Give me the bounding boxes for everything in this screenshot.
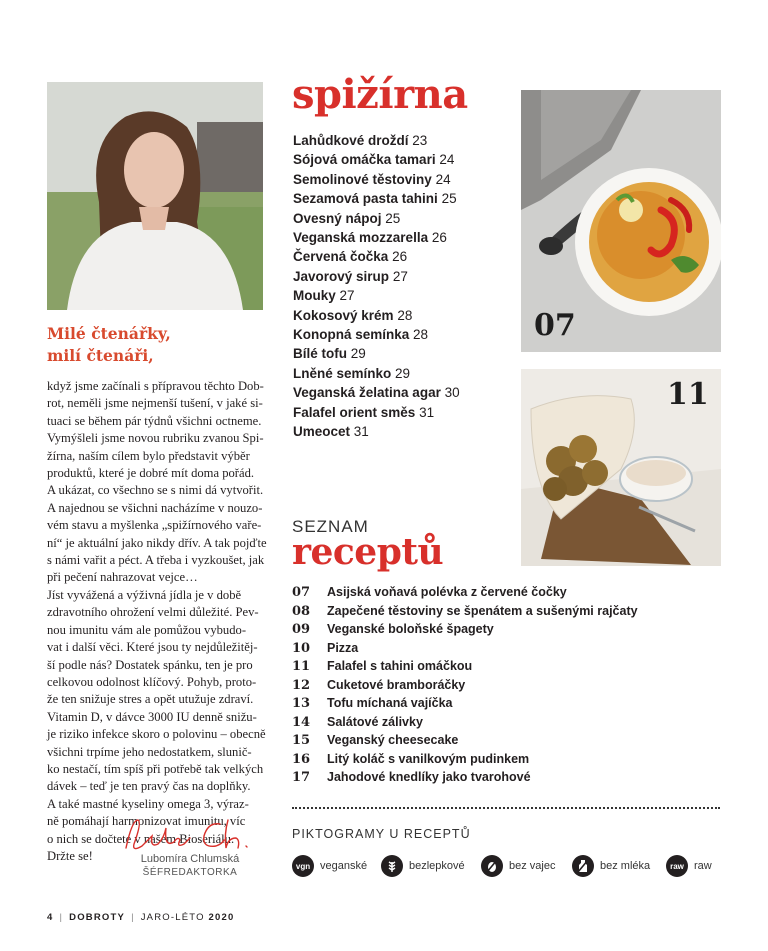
pantry-item	[293, 383, 460, 402]
letter-line: rot, neměli jsme nejmenší tušení, v jaké si-	[47, 396, 263, 411]
editor-portrait	[47, 82, 263, 310]
recipe-number: 09	[292, 622, 311, 637]
recipe-title: Veganský cheesecake	[327, 733, 459, 747]
pantry-item-name: Ovesný nápoj	[293, 210, 382, 226]
pantry-item	[293, 344, 460, 363]
recipe-item[interactable]	[292, 731, 638, 750]
recipe-number: 15	[292, 733, 311, 748]
pantry-item-name: Červená čočka	[293, 249, 389, 265]
pantry-item	[293, 306, 460, 325]
recipe-item[interactable]	[292, 713, 638, 732]
pictogram-dairy-free	[572, 854, 650, 878]
editor-letter	[47, 378, 269, 865]
recipe-item[interactable]	[292, 676, 638, 695]
letter-line: A najednou se všichni nacházíme v nouzo-	[47, 500, 263, 515]
letter-line: dávek – teď je ten pravý čas na doplňky.	[47, 779, 251, 794]
pantry-item-page: 30	[444, 385, 460, 401]
pantry-item-page: 28	[397, 307, 413, 323]
letter-line: celkovou odolnost klíčový. Pohyb, proto-	[47, 674, 257, 689]
pantry-item-name: Falafel orient směs	[293, 404, 416, 420]
recipe-item[interactable]	[292, 768, 638, 787]
recipe-title: Salátové zálivky	[327, 714, 423, 729]
pantry-item	[293, 422, 460, 441]
pictogram-label: bez mléka	[600, 860, 651, 872]
pantry-item-page: 31	[419, 404, 435, 420]
pictogram-label: raw	[694, 860, 712, 872]
wheat-icon	[381, 855, 403, 877]
pantry-item-page: 29	[395, 365, 411, 381]
recipe-number: 17	[292, 770, 311, 785]
pantry-item	[293, 267, 460, 286]
recipe-item[interactable]	[292, 750, 638, 769]
recipe-number: 11	[292, 659, 311, 674]
recipe-title: Tofu míchaná vajíčka	[327, 696, 453, 710]
pantry-item-page: 24	[435, 171, 451, 187]
pictogram-raw	[666, 854, 712, 878]
pictogram-label: bezlepkové	[409, 860, 465, 872]
issue-year: 2020	[208, 912, 235, 923]
pantry-item-name: Konopná semínka	[293, 327, 410, 343]
letter-line: že ten snižuje stres a opět utužuje zdraví.	[47, 692, 254, 707]
letter-line: všichni trpíme jeho nedostatkem, slunič-	[47, 744, 252, 759]
letter-line: Držte se!	[47, 848, 93, 863]
egg-icon	[481, 855, 503, 877]
recipe-number: 16	[292, 751, 311, 767]
pantry-item-name: Veganská mozzarella	[293, 230, 429, 246]
recipe-item[interactable]	[292, 657, 638, 676]
pantry-item-name: Veganská želatina agar	[293, 385, 441, 401]
recipe-number: 10	[292, 640, 311, 656]
editor-role: ŠÉFREDAKTORKA	[142, 867, 238, 878]
recipe-number: 12	[292, 677, 311, 693]
letter-line: Vitamin D, v dávce 3000 IU denně snižu-	[47, 709, 257, 724]
letter-line: s námi vařit a péct. A třeba i vyzkoušet, jak	[47, 553, 265, 568]
falafel-photo	[521, 369, 721, 566]
pantry-item-page: 28	[413, 327, 429, 343]
photo-recipe-number: 11	[667, 377, 709, 412]
pantry-item-page: 25	[385, 210, 401, 226]
page-number: 4	[47, 912, 54, 923]
letter-line: tuaci se během pár týdnů všichni octneme.	[47, 413, 262, 428]
pantry-item-name: Javorový sirup	[293, 268, 390, 284]
pantry-item	[293, 131, 460, 150]
letter-line: ší podle nás? Dostatek spánku, ten je pro	[47, 657, 253, 672]
recipe-title: Jahodové knedlíky jako tvarohové	[327, 770, 531, 784]
letter-line: nou imunitu vám ale pomůžou vybudo-	[47, 622, 247, 637]
recipe-title: Veganské boloňské špagety	[327, 622, 494, 636]
pictogram-label: bez vajec	[509, 860, 556, 872]
pantry-title: spižírna	[292, 71, 468, 118]
pantry-item-name: Bílé tofu	[293, 346, 347, 362]
issue-season: JARO-LÉTO	[140, 912, 205, 923]
editor-name: Lubomíra Chlumská	[140, 853, 240, 865]
pantry-item	[293, 170, 460, 189]
letter-line: když jsme začínali s přípravou těchto Dob-	[47, 379, 264, 393]
recipe-item[interactable]	[292, 620, 638, 639]
pantry-list	[293, 131, 460, 442]
greeting	[47, 323, 277, 367]
letter-line: vat i další věci. Které jsou ty nejdůležitěj-	[47, 640, 258, 655]
letter-line: o nich se dočtete v našem Bioseriálu.	[47, 831, 235, 846]
letter-line: ko nestačí, tím spíš při potřebě tak velkých	[47, 761, 264, 776]
pantry-item-name: Lahůdkové droždí	[293, 133, 409, 148]
pantry-item	[293, 364, 460, 383]
soup-photo	[521, 90, 721, 352]
pictogram-label: veganské	[320, 860, 368, 872]
recipe-item[interactable]	[292, 602, 638, 621]
vegan-icon: vgn	[292, 855, 314, 877]
recipe-number: 08	[292, 603, 311, 619]
greeting-line-2: milí čtenáři,	[47, 346, 154, 365]
magazine-name: DOBROTY	[69, 912, 126, 923]
pictogram-egg-free	[481, 854, 555, 878]
recipe-title: Asijská voňavá polévka z červené čočky	[327, 585, 567, 599]
pantry-item	[293, 150, 460, 169]
handwritten-signature	[118, 814, 268, 856]
recipes-title: receptů	[292, 531, 444, 573]
raw-icon: raw	[666, 855, 688, 877]
recipe-item[interactable]	[292, 694, 638, 713]
pantry-item	[293, 247, 460, 266]
pantry-item-page: 24	[439, 152, 455, 168]
pantry-item-name: Semolinové těstoviny	[293, 171, 432, 187]
pantry-item-page: 27	[392, 268, 408, 284]
recipe-number: 13	[292, 696, 311, 711]
pictogram-gluten-free	[381, 854, 465, 878]
recipe-title: Litý koláč s vanilkovým pudinkem	[327, 751, 530, 766]
pantry-item-page: 31	[353, 424, 369, 440]
letter-line: zdravotního ohrožení velmi důležité. Pev-	[47, 605, 259, 620]
recipe-list	[292, 583, 638, 787]
recipe-number: 07	[292, 585, 311, 600]
recipe-number: 14	[292, 714, 311, 730]
dotted-divider	[292, 807, 720, 809]
pantry-item-name: Lněné semínko	[293, 365, 392, 381]
letter-line: ně pomáhají harmonizovat imunitu, víc	[47, 814, 246, 829]
pantry-item-name: Sezamová pasta tahini	[293, 191, 438, 207]
letter-line: Jíst vyvážená a výživná jídla je v době	[47, 587, 242, 602]
pantry-item-name: Sójová omáčka tamari	[293, 152, 436, 168]
pantry-item-page: 26	[431, 230, 447, 246]
letter-line: žírna, naším cílem bylo představit výběr	[47, 448, 250, 463]
recipe-item[interactable]	[292, 583, 638, 602]
pantry-item-page: 25	[441, 191, 457, 207]
recipe-title: Pizza	[327, 640, 359, 655]
letter-line: ní“ je aktuální jako nikdy dřív. A tak pojďte	[47, 535, 267, 550]
pantry-item	[293, 286, 460, 305]
letter-line: A ukázat, co všechno se s nimi dá vytvořit.	[47, 483, 264, 498]
pantry-item-page: 27	[339, 288, 355, 304]
pantry-item-page: 26	[392, 249, 408, 265]
pictograms-title: PIKTOGRAMY U RECEPTŮ	[292, 827, 471, 841]
recipes-kicker: SEZNAM	[292, 517, 369, 536]
letter-line: vém stavu a myšlenka „spižírnového vaře-	[47, 518, 262, 533]
milk-bottle-icon	[572, 855, 594, 877]
pantry-item-page: 29	[350, 346, 366, 362]
pictogram-vegan	[292, 854, 367, 878]
pantry-item	[293, 189, 460, 208]
photo-recipe-number: 07	[534, 308, 576, 343]
page-footer: 4 | DOBROTY | JARO-LÉTO 2020	[47, 912, 235, 923]
letter-line: produktů, které je dobré mít doma pořád.	[47, 466, 255, 481]
pantry-item-name: Kokosový krém	[293, 307, 394, 323]
letter-line: při pečení nahrazovat vejce…	[47, 570, 198, 585]
pantry-item-name: Mouky	[293, 288, 336, 304]
recipe-title: Zapečené těstoviny se špenátem a sušenými rajčaty	[327, 603, 638, 618]
letter-line: je riziko infekce skoro o polovinu – obecně	[47, 727, 266, 742]
recipe-item[interactable]	[292, 639, 638, 658]
pantry-item	[293, 403, 460, 422]
recipe-title: Falafel s tahini omáčkou	[327, 659, 473, 673]
greeting-line-1: Milé čtenářky,	[47, 324, 171, 343]
letter-line: A také mastné kyseliny omega 3, výraz-	[47, 796, 249, 811]
pantry-item-name: Umeocet	[293, 424, 351, 440]
pantry-item	[293, 325, 460, 344]
pantry-item-page: 23	[412, 133, 428, 148]
letter-line: Vymýšleli jsme novou rubriku zvanou Spi-	[47, 431, 264, 446]
recipe-title: Cuketové bramboráčky	[327, 677, 466, 692]
pantry-item	[293, 228, 460, 247]
pantry-item	[293, 209, 460, 228]
